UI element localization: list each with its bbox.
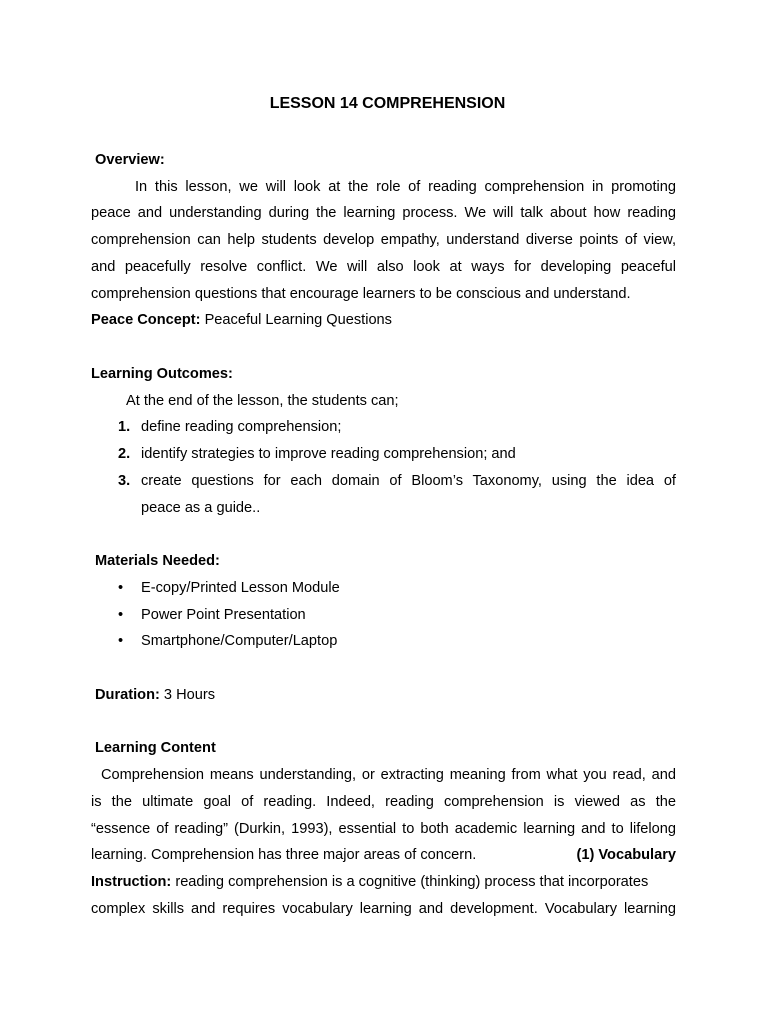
learning-outcomes-heading: Learning Outcomes: — [91, 366, 233, 382]
duration-label: Duration: — [95, 687, 160, 703]
learning-content-line-5-bold: Instruction: — [91, 874, 172, 890]
learning-content-line-6: complex skills and requires vocabulary learning and development. Vocabulary learning — [91, 901, 676, 917]
learning-content-line-3: “essence of reading” (Durkin, 1993), essential to both academic learning and to lifelong — [91, 821, 676, 837]
overview-line-3: comprehension can help students develop empathy, understand diverse points of view, — [91, 232, 676, 248]
material-item-3: Smartphone/Computer/Laptop — [141, 633, 338, 649]
overview-heading: Overview: — [95, 152, 165, 168]
outcome-item-3-line-2: peace as a guide.. — [141, 500, 261, 516]
overview-line-1: In this lesson, we will look at the role of reading comprehension in promoting — [135, 179, 676, 195]
learning-content-line-5 — [91, 869, 676, 896]
duration — [95, 682, 680, 709]
bullet-icon: • — [118, 580, 124, 596]
duration-value: 3 Hours — [163, 687, 216, 703]
overview-line-4: and peacefully resolve conflict. We will also look at ways for developing peaceful — [91, 259, 676, 275]
outcome-number-1: 1. — [118, 419, 131, 435]
bullet-icon: • — [118, 633, 124, 649]
learning-content-line-2: is the ultimate goal of reading. Indeed, reading comprehension is viewed as the — [91, 794, 676, 810]
peace-concept-value: Peaceful Learning Questions — [204, 312, 392, 328]
peace-concept-label: Peace Concept: — [91, 312, 201, 328]
outcome-item-1: define reading comprehension; — [141, 419, 342, 435]
outcome-item-3-line-1: create questions for each domain of Bloom’s Taxonomy, using the idea of — [141, 473, 676, 489]
learning-content-line-4-bold: (1) Vocabulary — [576, 847, 676, 863]
learning-content-line-1: Comprehension means understanding, or extracting meaning from what you read, and — [101, 767, 676, 783]
learning-content-heading: Learning Content — [95, 740, 216, 756]
outcome-number-3: 3. — [118, 473, 131, 489]
learning-content-line-4 — [91, 842, 676, 869]
bullet-icon: • — [118, 607, 124, 623]
learning-content-line-5-text: reading comprehension is a cognitive (thinking) process that incorporates — [175, 874, 649, 890]
peace-concept — [91, 307, 676, 334]
material-item-1: E-copy/Printed Lesson Module — [141, 580, 340, 596]
page-title: LESSON 14 COMPREHENSION — [269, 95, 506, 112]
learning-content-line-4-text: learning. Comprehension has three major areas of concern. — [91, 847, 477, 863]
material-item-2: Power Point Presentation — [141, 607, 306, 623]
overview-line-2: peace and understanding during the learning process. We will talk about how reading — [91, 205, 676, 221]
outcome-number-2: 2. — [118, 446, 131, 462]
overview-line-5: comprehension questions that encourage learners to be conscious and understand. — [91, 286, 631, 302]
outcome-item-2: identify strategies to improve reading comprehension; and — [141, 446, 516, 462]
materials-heading: Materials Needed: — [95, 553, 220, 569]
learning-outcomes-intro: At the end of the lesson, the students can; — [126, 393, 399, 409]
